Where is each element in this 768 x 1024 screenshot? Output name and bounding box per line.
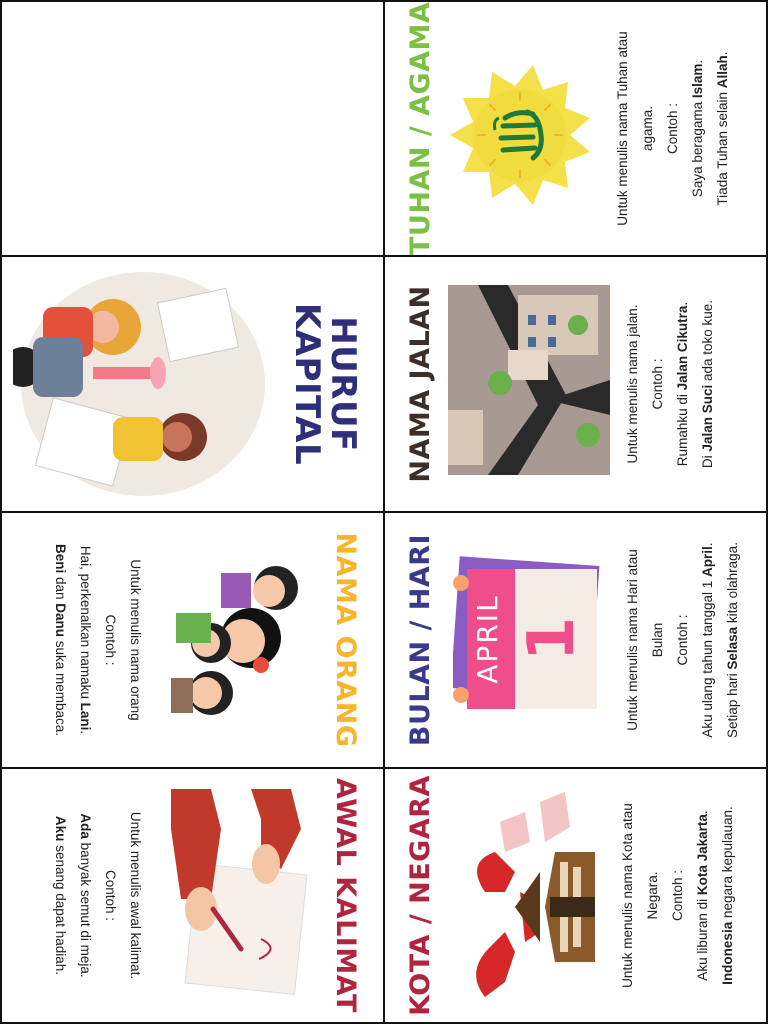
card-title: KOTA / NEGARA xyxy=(405,775,436,1016)
calendar-month: APRIL xyxy=(471,594,504,684)
card-title: NAMA ORANG xyxy=(330,532,361,748)
cover-title: HURUF KAPITAL xyxy=(287,302,363,466)
card-description: Untuk menulis nama Kota atau Negara. Contoh : Aku liburan di Kota Jakarta. Indonesia negara kepulauan. xyxy=(620,803,735,988)
card-description: Untuk menulis nama jalan. Contoh : Rumahku di Jalan Cikutra. Di Jalan Suci ada toko kue. xyxy=(625,299,715,469)
card-description: Untuk menulis nama Hari atau Bulan Contoh : Aku ulang tahun tanggal 1 April. Setiap hari Selasa kita olahraga. xyxy=(625,542,740,738)
card-title: AWAL KALIMAT xyxy=(330,778,361,1013)
card-bulan-hari xyxy=(385,513,766,767)
card-tuhan-agama xyxy=(385,2,766,255)
street-map-illustration xyxy=(448,285,610,475)
people-group-illustration xyxy=(171,553,321,728)
card-nama-jalan xyxy=(385,257,766,511)
card-title: NAMA JALAN xyxy=(405,285,436,483)
children-writing-illustration xyxy=(13,267,273,501)
calendar-icon xyxy=(453,555,603,723)
card-kota-negara xyxy=(385,769,766,1022)
card-nama-orang xyxy=(2,513,383,767)
card-awal-kalimat xyxy=(2,769,383,1022)
allah-calligraphy-icon xyxy=(445,60,595,210)
card-description: Untuk menulis awal kalimat. Contoh : Ada banyak semut di meja. Aku senang dapat hadiah. xyxy=(53,811,143,980)
card-title: BULAN / HARI xyxy=(405,533,436,747)
calendar-day: 1 xyxy=(515,616,589,662)
indonesia-map-illustration xyxy=(445,787,610,1002)
card-cover-huruf-kapital xyxy=(2,257,383,511)
card-title: TUHAN / AGAMA xyxy=(405,2,436,255)
hand-writing-illustration xyxy=(161,789,321,999)
blank-panel xyxy=(2,2,383,255)
card-description: Untuk menulis nama Tuhan atau agama. Contoh : Saya beragama Islam. Tiada Tuhan selain Allah. xyxy=(615,31,730,226)
card-description: Untuk menulis nama orang Contoh : Hai, perkenalkan namaku Lani. Beni dan Danu suka membaca. xyxy=(53,543,143,737)
